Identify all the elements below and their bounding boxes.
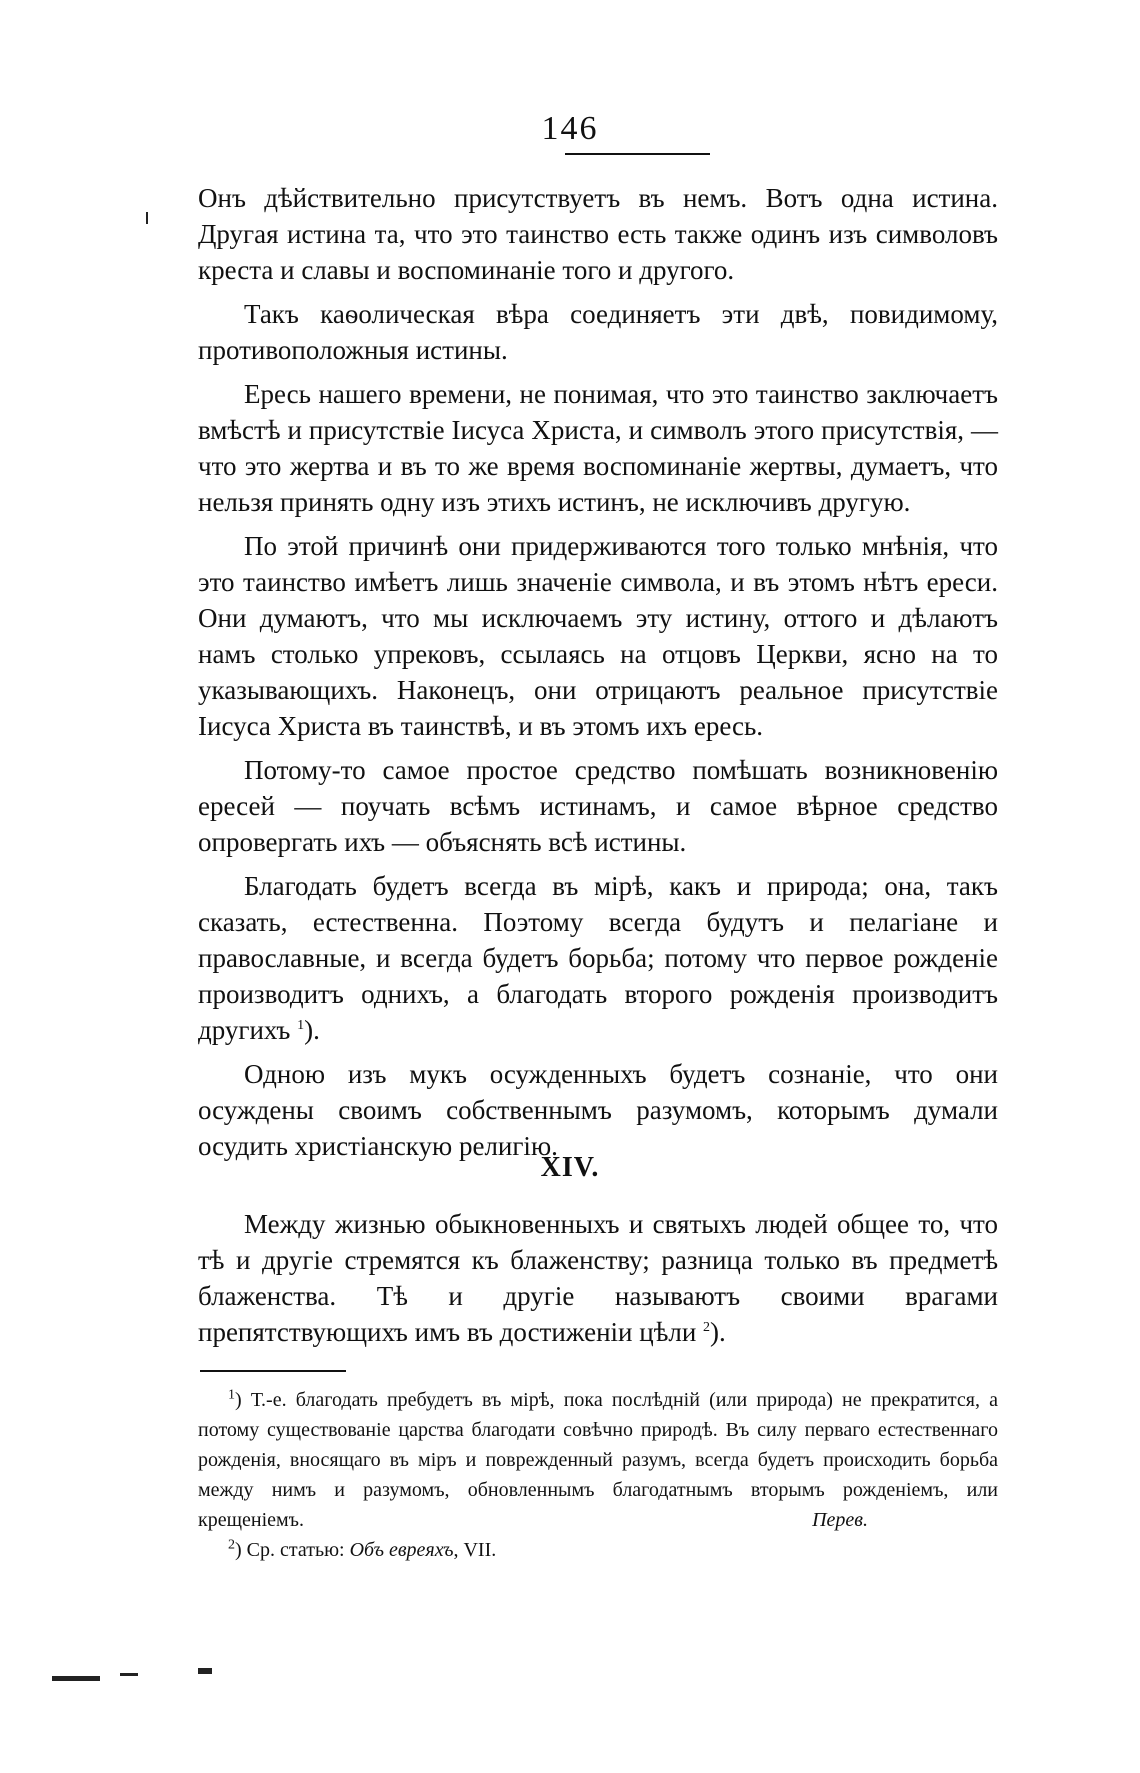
paragraph-end: ). [304, 1015, 320, 1045]
footnote-1-signature: Перев. [812, 1509, 868, 1531]
section-paragraph-end: ). [710, 1317, 726, 1347]
paragraph: Онъ дѣйствительно присутствуетъ въ немъ. Вотъ одна истина. Другая истина та, что это таинство есть также одинъ изъ символовъ креста и славы и воспоминанiе того и другого. [198, 183, 998, 285]
scan-speck [198, 1668, 212, 1674]
footnote-1-text: ) Т.-е. благодать пребудетъ въ мiрѣ, пока послѣднiй (или природа) не прекратится, а потому существованiе царства благодати совѣчно природѣ. Въ силу перваго естественнаго рожденiя, вносящаго въ мiръ и поврежденный разумъ, всегда будетъ происходить борьба между нимъ и разумомъ, обновленнымъ благодатнымъ вторымъ рожденiемъ, или крещенiемъ. [198, 1389, 998, 1531]
paragraph: Одною изъ мукъ осужденныхъ будетъ сознанiе, что они осуждены своимъ собственнымъ разумомъ, которымъ думали осудить христiанскую религiю. [198, 1059, 998, 1161]
page-number-rule [565, 153, 710, 155]
scan-speck [120, 1673, 138, 1676]
scan-speck [146, 212, 148, 224]
body-text [198, 180, 998, 1172]
scan-speck [52, 1676, 100, 1681]
paragraph-with-note [198, 868, 998, 1048]
paragraph: Потому-то самое простое средство помѣшать возникновенiю ересей — поучать всѣмъ истинамъ, и самое вѣрное средство опровергать ихъ — объяснять всѣ истины. [198, 755, 998, 857]
footnote-2-suffix: , VII. [453, 1539, 497, 1561]
paragraph: Такъ каѳолическая вѣра соединяетъ эти двѣ, повидимому, противоположныя истины. [198, 299, 998, 365]
paragraph-text: Благодать будетъ всегда въ мiрѣ, какъ и природа; она, такъ сказать, естественна. Поэтому всегда будутъ и пелагiане и православные, и всегда будетъ борьба; потому что первое рожденiе производитъ однихъ, а благодать второго рожденiя производитъ другихъ [198, 871, 998, 1045]
footnote-rule [200, 1370, 346, 1372]
section-text [198, 1206, 998, 1350]
footnote-2-mark: 2 [228, 1537, 235, 1553]
page-number: 146 [541, 110, 599, 147]
section-paragraph [198, 1206, 998, 1350]
footnotes [198, 1385, 998, 1565]
paragraph: Ересь нашего времени, не понимая, что это таинство заключаетъ вмѣстѣ и присутствiе Iисуса Христа, и символъ этого присутствiя, — что это жертва и въ то же время воспоминанiе жертвы, думаетъ, что нельзя принять одну изъ этихъ истинъ, не исключивъ другую. [198, 379, 998, 517]
footnote-2-prefix: ) Ср. статью: [235, 1539, 345, 1561]
section-paragraph-text: Между жизнью обыкновенныхъ и святыхъ людей общее то, что тѣ и другiе стремятся къ блаженству; разница только въ предметѣ блаженства. Тѣ и другiе называютъ своими врагами препятствующихъ имъ въ достиженiи цѣли [198, 1209, 998, 1347]
footnote-2-title: Объ евреяхъ [349, 1539, 454, 1561]
footnote-ref: 2 [703, 1320, 711, 1335]
section-heading: XIV. [540, 1152, 600, 1183]
paragraph: По этой причинѣ они придерживаются того только мнѣнiя, что это таинство имѣетъ лишь значенiе символа, и въ этомъ нѣтъ ереси. Они думаютъ, что мы исключаемъ эту истину, оттого и дѣлаютъ намъ столько упрековъ, ссылаясь на отцовъ Церкви, ясно на то указывающихъ. Наконецъ, они отрицаютъ реальное присутствiе Iисуса Христа въ таинствѣ, и въ этомъ ихъ ересь. [198, 531, 998, 741]
footnote-ref: 1 [297, 1018, 305, 1033]
footnote-2 [198, 1535, 998, 1565]
footnote-1 [198, 1385, 998, 1535]
footnote-1-mark: 1 [228, 1387, 235, 1403]
